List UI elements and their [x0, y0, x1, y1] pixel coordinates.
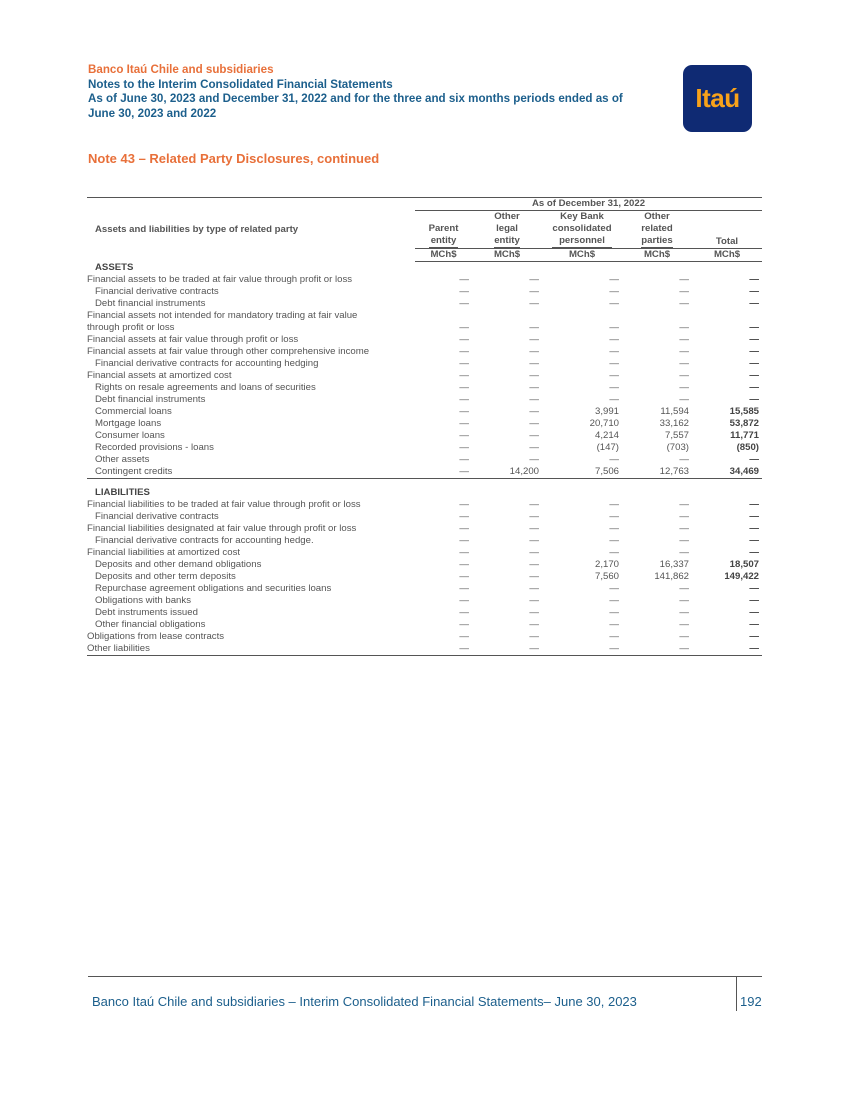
cell-value: — [529, 357, 539, 369]
cell-value: — [749, 522, 759, 534]
cell-value: — [679, 606, 689, 618]
table-row [87, 547, 762, 559]
section-label: ASSETS [95, 261, 134, 273]
cell-value: 53,872 [729, 417, 759, 429]
row-label: Other financial obligations [95, 618, 206, 630]
row-label: Other assets [95, 453, 150, 465]
table-row [87, 535, 762, 547]
cell-value: — [679, 333, 689, 345]
logo-text: Itaú [695, 83, 740, 113]
cell-value: — [749, 618, 759, 630]
cell-value: 12,763 [622, 466, 692, 479]
cell-value: — [749, 630, 759, 642]
cell-value: — [749, 297, 759, 309]
table-row [87, 418, 762, 430]
cell-value: — [749, 498, 759, 510]
cell-value: — [609, 333, 619, 345]
cell-value: — [459, 405, 469, 417]
table-row [87, 286, 762, 298]
cell-value: — [749, 582, 759, 594]
cell-value: — [679, 369, 689, 381]
cell-value: — [529, 510, 539, 522]
row-label: Debt financial instruments [95, 393, 206, 405]
table-row [87, 583, 762, 595]
table-row [87, 382, 762, 394]
spacer-row [87, 478, 762, 487]
table-row [87, 643, 762, 656]
cell-value: (703) [666, 441, 689, 453]
cell-value: — [679, 321, 689, 333]
cell-value: — [529, 321, 539, 333]
table-row [87, 394, 762, 406]
table-row [87, 274, 762, 286]
cell-value: — [749, 606, 759, 618]
cell-value: — [529, 582, 539, 594]
cell-value: 18,507 [729, 558, 759, 570]
cell-value: — [609, 285, 619, 297]
cell-value: — [459, 558, 469, 570]
row-label: Financial liabilities to be traded at fair value through profit or loss [87, 498, 361, 510]
cell-value: — [679, 618, 689, 630]
cell-value: — [529, 417, 539, 429]
row-label: Other liabilities [87, 643, 415, 656]
row-label: Financial assets at fair value through other comprehensive income [87, 345, 370, 357]
cell-value: — [609, 381, 619, 393]
itau-logo [683, 65, 752, 132]
cell-value: — [679, 273, 689, 285]
table-row [87, 430, 762, 442]
cell-value: — [609, 357, 619, 369]
cell-value: — [529, 498, 539, 510]
cell-value: — [679, 498, 689, 510]
cell-value: — [529, 594, 539, 606]
cell-value: — [459, 417, 469, 429]
cell-value: 34,469 [692, 466, 762, 479]
table-row [87, 559, 762, 571]
cell-value: — [609, 510, 619, 522]
cell-value: — [459, 510, 469, 522]
cell-value: — [749, 345, 759, 357]
cell-value: — [679, 453, 689, 465]
cell-value: 16,337 [659, 558, 689, 570]
cell-value: — [609, 618, 619, 630]
cell-value: 3,991 [594, 405, 619, 417]
related-party-table [87, 197, 762, 656]
cell-value: — [459, 582, 469, 594]
cell-value: 7,506 [542, 466, 622, 479]
cell-value: (850) [736, 441, 759, 453]
cell-value: — [415, 466, 472, 479]
row-label: Financial liabilities at amortized cost [87, 546, 241, 558]
cell-value: — [679, 393, 689, 405]
cell-value: — [679, 510, 689, 522]
table-row [87, 370, 762, 382]
section-row [87, 487, 762, 499]
cell-value: 14,200 [472, 466, 542, 479]
period-header: As of December 31, 2022 [415, 198, 762, 211]
row-label: through profit or loss [87, 321, 175, 333]
row-label: Commercial loans [95, 405, 172, 417]
cell-value: 20,710 [589, 417, 619, 429]
table-row [87, 511, 762, 523]
row-label: Debt financial instruments [95, 297, 206, 309]
cell-value: — [622, 643, 692, 656]
cell-value: — [749, 285, 759, 297]
row-label: Repurchase agreement obligations and securities loans [95, 582, 332, 594]
footer-divider [736, 976, 737, 1011]
cell-value: — [459, 393, 469, 405]
row-label: Contingent credits [87, 466, 415, 479]
cell-value: — [529, 630, 539, 642]
cell-value: — [529, 606, 539, 618]
cell-value: — [679, 285, 689, 297]
row-label: Recorded provisions - loans [95, 441, 214, 453]
cell-value: — [529, 393, 539, 405]
table-row [87, 571, 762, 583]
cell-value [415, 310, 472, 322]
row-label: Financial assets to be traded at fair value through profit or loss [87, 273, 353, 285]
page-number: 192 [740, 994, 762, 1009]
cell-value: — [749, 381, 759, 393]
cell-value: — [459, 546, 469, 558]
cell-value: — [459, 369, 469, 381]
cell-value: — [459, 381, 469, 393]
row-label: Financial derivative contracts [95, 510, 219, 522]
cell-value: — [459, 534, 469, 546]
cell-value: — [459, 297, 469, 309]
header-line-2: As of June 30, 2023 and December 31, 2022 and for the three and six months periods ended as of [88, 92, 623, 106]
cell-value: — [459, 429, 469, 441]
cell-value: — [459, 618, 469, 630]
cell-value: — [459, 441, 469, 453]
table-row [87, 454, 762, 466]
table-row [87, 298, 762, 310]
column-header: Key Bank consolidated personnel [552, 211, 612, 246]
cell-value: — [542, 643, 622, 656]
document-header [88, 63, 678, 121]
cell-value: — [749, 273, 759, 285]
cell-value: — [459, 606, 469, 618]
row-label: Financial derivative contracts for accounting hedge. [95, 534, 314, 546]
row-label: Deposits and other term deposits [95, 570, 236, 582]
cell-value: — [529, 405, 539, 417]
column-header: Other related parties [641, 211, 673, 246]
cell-value: — [459, 345, 469, 357]
row-label: Financial assets at fair value through profit or loss [87, 333, 299, 345]
table-row [87, 346, 762, 358]
cell-value: — [609, 546, 619, 558]
row-label: Financial liabilities designated at fair value through profit or loss [87, 522, 357, 534]
cell-value: 33,162 [659, 417, 689, 429]
cell-value: — [529, 273, 539, 285]
cell-value: — [459, 630, 469, 642]
cell-value: 4,214 [594, 429, 619, 441]
cell-value: — [529, 381, 539, 393]
table-row [87, 631, 762, 643]
cell-value: — [609, 369, 619, 381]
table-row [87, 466, 762, 479]
header-line-1: Notes to the Interim Consolidated Financial Statements [88, 77, 393, 91]
footer-rule [88, 976, 762, 977]
cell-value [472, 310, 542, 322]
cell-value: — [529, 441, 539, 453]
cell-value [622, 310, 692, 322]
row-label: Mortgage loans [95, 417, 162, 429]
cell-value: — [749, 321, 759, 333]
table-row [87, 322, 762, 334]
cell-value: — [529, 333, 539, 345]
cell-value: — [692, 643, 762, 656]
cell-value: — [749, 510, 759, 522]
table-row [87, 619, 762, 631]
cell-value: — [679, 345, 689, 357]
cell-value: — [472, 643, 542, 656]
row-label: Obligations from lease contracts [87, 630, 225, 642]
row-label: Deposits and other demand obligations [95, 558, 262, 570]
cell-value: — [609, 582, 619, 594]
cell-value: — [609, 453, 619, 465]
table-row [87, 607, 762, 619]
cell-value [692, 310, 762, 322]
cell-value: — [609, 393, 619, 405]
unit-header: MCh$ [472, 249, 542, 262]
cell-value: — [609, 498, 619, 510]
cell-value: — [609, 594, 619, 606]
section-label: LIABILITIES [95, 486, 150, 498]
table-row [87, 442, 762, 454]
cell-value: — [679, 582, 689, 594]
cell-value: — [529, 297, 539, 309]
cell-value: — [749, 453, 759, 465]
cell-value: — [609, 345, 619, 357]
section-row [87, 262, 762, 274]
row-header: Assets and liabilities by type of related party [95, 223, 299, 235]
cell-value: — [609, 606, 619, 618]
cell-value: — [529, 534, 539, 546]
cell-value: — [609, 321, 619, 333]
cell-value: — [459, 333, 469, 345]
company-name: Banco Itaú Chile and subsidiaries [88, 63, 274, 76]
cell-value: — [679, 630, 689, 642]
cell-value: 2,170 [594, 558, 619, 570]
footer-text: Banco Itaú Chile and subsidiaries – Interim Consolidated Financial Statements– June 30, 2023 [92, 994, 637, 1009]
cell-value: — [749, 357, 759, 369]
cell-value: — [529, 618, 539, 630]
cell-value: — [415, 643, 472, 656]
table-row [87, 406, 762, 418]
row-label: Obligations with banks [95, 594, 191, 606]
cell-value: — [529, 453, 539, 465]
cell-value: — [679, 546, 689, 558]
cell-value: — [679, 297, 689, 309]
cell-value: — [679, 534, 689, 546]
cell-value: 149,422 [724, 570, 759, 582]
cell-value: — [459, 273, 469, 285]
row-label: Rights on resale agreements and loans of securities [95, 381, 316, 393]
unit-header: MCh$ [542, 249, 622, 262]
cell-value: — [609, 534, 619, 546]
cell-value: — [459, 594, 469, 606]
cell-value: — [679, 357, 689, 369]
cell-value: — [529, 345, 539, 357]
cell-value: — [679, 594, 689, 606]
cell-value: 15,585 [729, 405, 759, 417]
cell-value: 11,594 [660, 405, 689, 417]
cell-value: — [749, 333, 759, 345]
cell-value: — [529, 369, 539, 381]
table-row [87, 334, 762, 346]
cell-value: — [529, 285, 539, 297]
header-line-3: June 30, 2023 and 2022 [88, 106, 217, 120]
cell-value: — [749, 369, 759, 381]
cell-value: (147) [596, 441, 619, 453]
row-label: Financial assets at amortized cost [87, 369, 232, 381]
table-row [87, 358, 762, 370]
table-row [87, 310, 762, 322]
cell-value: — [749, 594, 759, 606]
unit-header: MCh$ [692, 249, 762, 262]
cell-value [542, 310, 622, 322]
cell-value: — [459, 357, 469, 369]
unit-header: MCh$ [622, 249, 692, 262]
cell-value: — [459, 498, 469, 510]
cell-value: — [749, 546, 759, 558]
cell-value: — [609, 522, 619, 534]
cell-value: 11,771 [730, 429, 759, 441]
cell-value: 7,560 [594, 570, 619, 582]
cell-value: — [529, 522, 539, 534]
cell-value: — [529, 570, 539, 582]
cell-value: 141,862 [654, 570, 689, 582]
row-label: Debt instruments issued [95, 606, 198, 618]
cell-value: 7,557 [664, 429, 689, 441]
cell-value: — [529, 546, 539, 558]
row-label: Consumer loans [95, 429, 165, 441]
row-label: Financial derivative contracts for accounting hedging [95, 357, 319, 369]
column-header: Total [715, 236, 739, 247]
unit-header: MCh$ [415, 249, 472, 262]
cell-value: — [459, 285, 469, 297]
cell-value: — [529, 558, 539, 570]
cell-value: — [679, 381, 689, 393]
row-label: Financial assets not intended for mandatory trading at fair value [87, 309, 358, 321]
cell-value: — [459, 570, 469, 582]
table-row [87, 523, 762, 535]
cell-value: — [609, 273, 619, 285]
cell-value: — [749, 534, 759, 546]
cell-value: — [529, 429, 539, 441]
cell-value: — [609, 297, 619, 309]
table-row [87, 499, 762, 511]
cell-value: — [459, 321, 469, 333]
column-header: Other legal entity [494, 211, 520, 246]
note-title: Note 43 – Related Party Disclosures, continued [88, 151, 380, 166]
cell-value: — [749, 393, 759, 405]
table-row [87, 595, 762, 607]
cell-value: — [459, 453, 469, 465]
cell-value: — [609, 630, 619, 642]
cell-value: — [459, 522, 469, 534]
row-label: Financial derivative contracts [95, 285, 219, 297]
column-header: Parent entity [428, 223, 459, 246]
cell-value: — [679, 522, 689, 534]
